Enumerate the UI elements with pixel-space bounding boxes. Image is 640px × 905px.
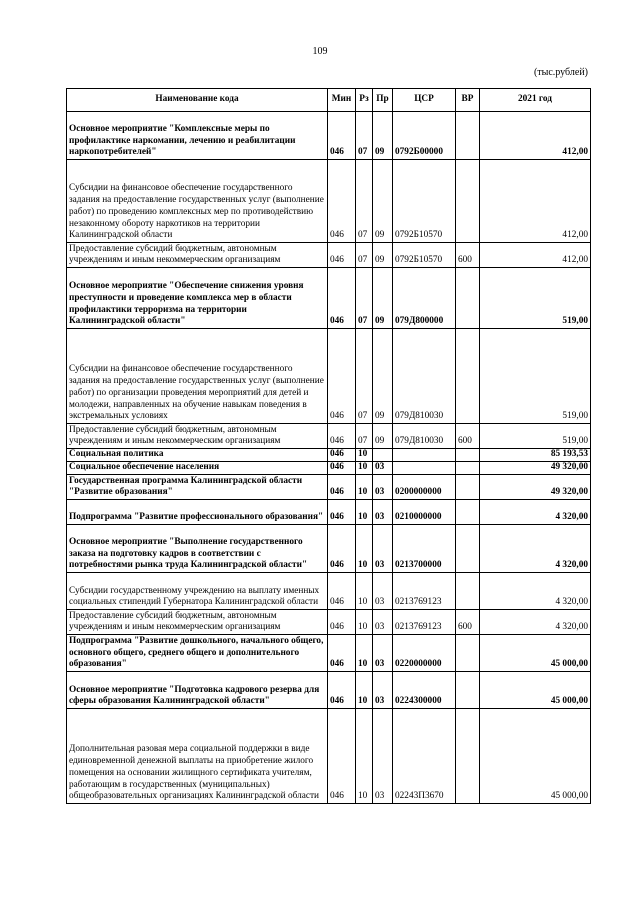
table-row (67, 449, 591, 462)
cell-rz: 07 (356, 243, 373, 268)
cell-name: Субсидии на финансовое обеспечение государственного задания на предоставление государственных услуг (выполнение работ) по проведению комплексных мер по противодействию незаконному обороту наркотиков на территории Калининградской области (67, 160, 328, 243)
table-row (67, 112, 591, 160)
cell-pr: 03 (373, 635, 393, 672)
cell-csr: 0213769123 (393, 573, 456, 610)
cell-csr (393, 462, 456, 475)
cell-min: 046 (328, 112, 356, 160)
cell-name: Дополнительная разовая мера социальной поддержки в виде единовременной денежной выплаты на приобретение жилого помещения на основании жилищного сертификата учителям, работающим в государственных (муниципальных) общеобразовательных организациях Калининградской области (67, 709, 328, 804)
cell-pr (373, 449, 393, 462)
cell-pr: 03 (373, 525, 393, 573)
cell-vr (456, 329, 480, 424)
cell-vr (456, 462, 480, 475)
cell-min: 046 (328, 462, 356, 475)
cell-vr: 600 (456, 610, 480, 635)
cell-vr (456, 635, 480, 672)
cell-rz: 07 (356, 424, 373, 449)
cell-name: Предоставление субсидий бюджетным, автономным учреждениям и иным некоммерческим организациям (67, 243, 328, 268)
cell-name: Субсидии государственному учреждению на выплату именных социальных стипендий Губернатора Калининградской области (67, 573, 328, 610)
cell-amount: 412,00 (480, 112, 591, 160)
cell-name: Социальное обеспечение населения (67, 462, 328, 475)
cell-rz: 10 (356, 709, 373, 804)
cell-pr: 03 (373, 672, 393, 709)
cell-vr (456, 500, 480, 525)
table-row (67, 243, 591, 268)
cell-csr: 0792Б10570 (393, 160, 456, 243)
cell-pr: 03 (373, 500, 393, 525)
budget-table (66, 88, 591, 804)
cell-min: 046 (328, 424, 356, 449)
cell-csr: 0213769123 (393, 610, 456, 635)
table-row (67, 329, 591, 424)
cell-amount: 4 320,00 (480, 573, 591, 610)
cell-vr (456, 672, 480, 709)
cell-csr: 0210000000 (393, 500, 456, 525)
table-row (67, 573, 591, 610)
cell-amount: 412,00 (480, 243, 591, 268)
cell-name: Подпрограмма "Развитие дошкольного, начального общего, основного общего, среднего общего и дополнительного образования" (67, 635, 328, 672)
cell-rz: 10 (356, 525, 373, 573)
cell-csr: 02243П3670 (393, 709, 456, 804)
cell-csr: 0792Б00000 (393, 112, 456, 160)
header-vr: ВР (456, 89, 480, 112)
cell-rz: 10 (356, 462, 373, 475)
table-row (67, 424, 591, 449)
cell-vr: 600 (456, 424, 480, 449)
cell-min: 046 (328, 635, 356, 672)
header-name: Наименование кода (67, 89, 328, 112)
cell-pr: 09 (373, 424, 393, 449)
cell-csr: 0213700000 (393, 525, 456, 573)
cell-vr (456, 573, 480, 610)
cell-amount: 4 320,00 (480, 500, 591, 525)
cell-pr: 09 (373, 160, 393, 243)
cell-vr (456, 268, 480, 329)
cell-rz: 07 (356, 329, 373, 424)
cell-rz: 10 (356, 635, 373, 672)
header-min: Мин (328, 89, 356, 112)
cell-amount: 4 320,00 (480, 610, 591, 635)
cell-name: Подпрограмма "Развитие профессионального образования" (67, 500, 328, 525)
cell-csr (393, 449, 456, 462)
cell-pr: 03 (373, 610, 393, 635)
table-row (67, 475, 591, 500)
cell-rz: 10 (356, 672, 373, 709)
cell-pr: 09 (373, 243, 393, 268)
cell-name: Предоставление субсидий бюджетным, автономным учреждениям и иным некоммерческим организациям (67, 610, 328, 635)
cell-rz: 10 (356, 475, 373, 500)
cell-rz: 07 (356, 268, 373, 329)
table-row (67, 672, 591, 709)
cell-pr: 03 (373, 462, 393, 475)
table-row (67, 500, 591, 525)
cell-amount: 45 000,00 (480, 635, 591, 672)
header-year: 2021 год (480, 89, 591, 112)
cell-rz: 07 (356, 112, 373, 160)
cell-min: 046 (328, 243, 356, 268)
cell-rz: 07 (356, 160, 373, 243)
cell-vr (456, 160, 480, 243)
cell-min: 046 (328, 449, 356, 462)
cell-vr (456, 475, 480, 500)
cell-amount: 519,00 (480, 329, 591, 424)
header-pr: Пр (373, 89, 393, 112)
cell-rz: 10 (356, 500, 373, 525)
cell-min: 046 (328, 573, 356, 610)
cell-vr (456, 449, 480, 462)
cell-rz: 10 (356, 449, 373, 462)
cell-name: Социальная политика (67, 449, 328, 462)
cell-min: 046 (328, 500, 356, 525)
cell-min: 046 (328, 525, 356, 573)
table-row (67, 709, 591, 804)
cell-csr: 0792Б10570 (393, 243, 456, 268)
table-row (67, 160, 591, 243)
cell-amount: 49 320,00 (480, 462, 591, 475)
cell-min: 046 (328, 709, 356, 804)
table-row (67, 268, 591, 329)
table-row (67, 525, 591, 573)
cell-csr: 079Д810030 (393, 424, 456, 449)
cell-name: Предоставление субсидий бюджетным, автономным учреждениям и иным некоммерческим организациям (67, 424, 328, 449)
header-rz: Рз (356, 89, 373, 112)
page-number: 109 (312, 46, 328, 57)
cell-csr: 0224300000 (393, 672, 456, 709)
cell-pr: 09 (373, 268, 393, 329)
table-row (67, 610, 591, 635)
cell-amount: 85 193,53 (480, 449, 591, 462)
cell-amount: 45 000,00 (480, 672, 591, 709)
cell-vr (456, 112, 480, 160)
cell-amount: 4 320,00 (480, 525, 591, 573)
cell-min: 046 (328, 268, 356, 329)
cell-amount: 519,00 (480, 424, 591, 449)
units-label: (тыс.рублей) (533, 67, 588, 78)
cell-min: 046 (328, 329, 356, 424)
table-header-row (67, 89, 591, 112)
cell-pr: 03 (373, 573, 393, 610)
cell-name: Основное мероприятие "Обеспечение снижения уровня преступности и проведение комплекса мер в области профилактики терроризма на территории Калининградской области" (67, 268, 328, 329)
cell-min: 046 (328, 672, 356, 709)
cell-rz: 10 (356, 610, 373, 635)
cell-pr: 09 (373, 329, 393, 424)
cell-amount: 49 320,00 (480, 475, 591, 500)
cell-min: 046 (328, 475, 356, 500)
header-csr: ЦСР (393, 89, 456, 112)
cell-csr: 079Д810030 (393, 329, 456, 424)
table-row (67, 635, 591, 672)
cell-name: Основное мероприятие "Выполнение государственного заказа на подготовку кадров в соответствии с потребностями рынка труда Калининградской области" (67, 525, 328, 573)
cell-min: 046 (328, 610, 356, 635)
cell-vr (456, 525, 480, 573)
cell-vr (456, 709, 480, 804)
cell-csr: 0220000000 (393, 635, 456, 672)
cell-name: Государственная программа Калининградской области "Развитие образования" (67, 475, 328, 500)
cell-pr: 03 (373, 709, 393, 804)
cell-csr: 079Д800000 (393, 268, 456, 329)
cell-amount: 412,00 (480, 160, 591, 243)
cell-pr: 03 (373, 475, 393, 500)
cell-vr: 600 (456, 243, 480, 268)
cell-min: 046 (328, 160, 356, 243)
cell-amount: 519,00 (480, 268, 591, 329)
cell-rz: 10 (356, 573, 373, 610)
cell-name: Основное мероприятие "Комплексные меры по профилактике наркомании, лечению и реабилитации наркопотребителей" (67, 112, 328, 160)
cell-pr: 09 (373, 112, 393, 160)
cell-amount: 45 000,00 (480, 709, 591, 804)
table-row (67, 462, 591, 475)
cell-csr: 0200000000 (393, 475, 456, 500)
cell-name: Субсидии на финансовое обеспечение государственного задания на предоставление государственных услуг (выполнение работ) по организации проведения мероприятий для детей и молодежи, направленных на обучение навыкам поведения в экстремальных условиях (67, 329, 328, 424)
cell-name: Основное мероприятие "Подготовка кадрового резерва для сферы образования Калининградской области" (67, 672, 328, 709)
